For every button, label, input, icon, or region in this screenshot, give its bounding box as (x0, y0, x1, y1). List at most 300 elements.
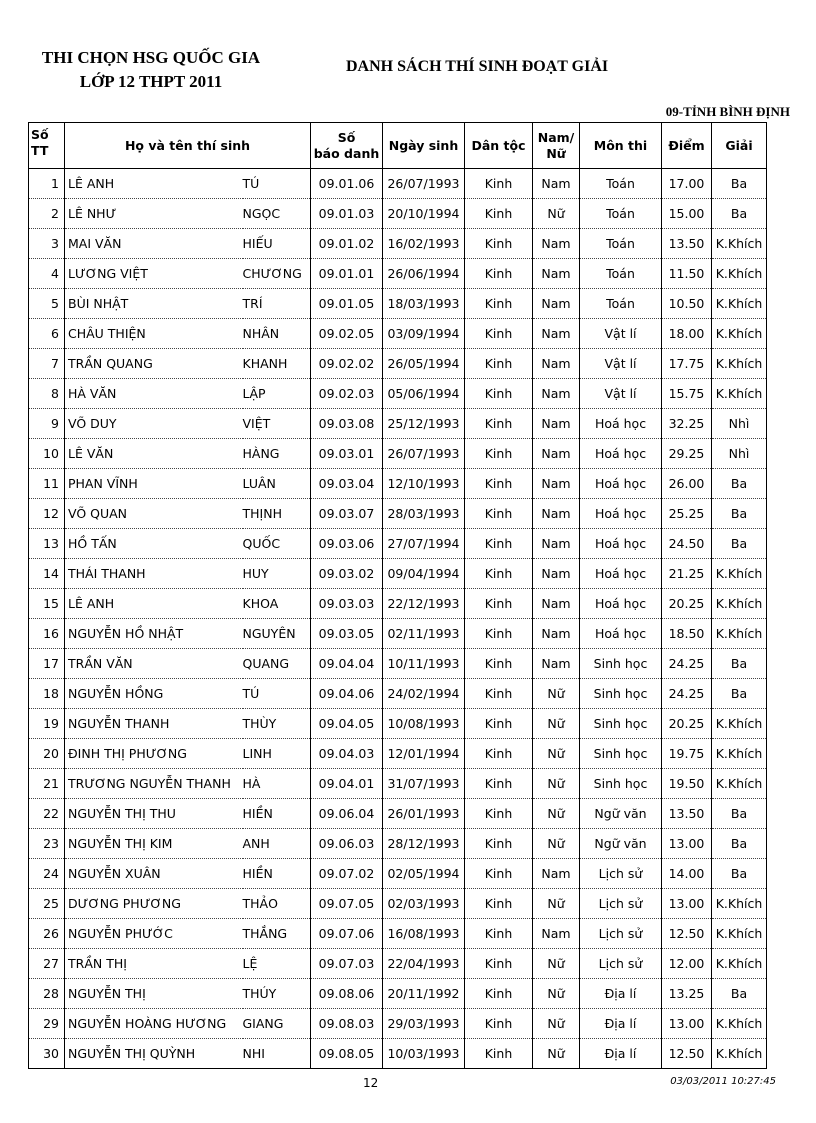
cell-subject: Toán (580, 289, 662, 319)
cell-award: K.Khích (712, 919, 767, 949)
cell-given-name: LẬP (243, 379, 311, 409)
cell-given-name: QUANG (243, 649, 311, 679)
cell-given-name: NGỌC (243, 199, 311, 229)
cell-award: K.Khích (712, 289, 767, 319)
cell-surname: LÊ ANH (65, 169, 243, 199)
cell-ethnic: Kinh (465, 679, 533, 709)
cell-dob: 09/04/1994 (383, 559, 465, 589)
cell-sex: Nam (533, 319, 580, 349)
cell-sex: Nữ (533, 739, 580, 769)
cell-sex: Nam (533, 349, 580, 379)
cell-award: K.Khích (712, 229, 767, 259)
cell-score: 32.25 (662, 409, 712, 439)
cell-ethnic: Kinh (465, 709, 533, 739)
cell-award: K.Khích (712, 709, 767, 739)
cell-stt: 2 (29, 199, 65, 229)
cell-surname: VÕ DUY (65, 409, 243, 439)
cell-award: K.Khích (712, 769, 767, 799)
cell-sbd: 09.03.08 (311, 409, 383, 439)
cell-stt: 17 (29, 649, 65, 679)
cell-surname: VÕ QUAN (65, 499, 243, 529)
cell-given-name: NHI (243, 1039, 311, 1069)
cell-sbd: 09.01.05 (311, 289, 383, 319)
cell-ethnic: Kinh (465, 469, 533, 499)
col-header-subject: Môn thi (580, 123, 662, 169)
cell-given-name: NGUYÊN (243, 619, 311, 649)
table-row (29, 439, 767, 469)
cell-ethnic: Kinh (465, 919, 533, 949)
cell-award: Ba (712, 499, 767, 529)
cell-sex: Nam (533, 379, 580, 409)
cell-ethnic: Kinh (465, 649, 533, 679)
cell-award: Ba (712, 199, 767, 229)
cell-sbd: 09.03.04 (311, 469, 383, 499)
cell-ethnic: Kinh (465, 199, 533, 229)
table-row (29, 349, 767, 379)
cell-sex: Nữ (533, 949, 580, 979)
cell-dob: 16/02/1993 (383, 229, 465, 259)
cell-score: 17.75 (662, 349, 712, 379)
cell-surname: NGUYỄN XUÂN (65, 859, 243, 889)
cell-subject: Lịch sử (580, 889, 662, 919)
cell-stt: 3 (29, 229, 65, 259)
cell-given-name: TÚ (243, 679, 311, 709)
cell-score: 19.75 (662, 739, 712, 769)
cell-award: Ba (712, 859, 767, 889)
table-row (29, 319, 767, 349)
cell-subject: Ngữ văn (580, 829, 662, 859)
cell-ethnic: Kinh (465, 1039, 533, 1069)
table-row (29, 979, 767, 1009)
print-timestamp: 03/03/2011 10:27:45 (670, 1076, 776, 1087)
cell-sex: Nam (533, 559, 580, 589)
cell-sbd: 09.03.05 (311, 619, 383, 649)
cell-sbd: 09.02.02 (311, 349, 383, 379)
cell-dob: 10/03/1993 (383, 1039, 465, 1069)
cell-award: K.Khích (712, 559, 767, 589)
cell-dob: 02/03/1993 (383, 889, 465, 919)
document-title: DANH SÁCH THÍ SINH ĐOẠT GIẢI (346, 58, 609, 75)
cell-ethnic: Kinh (465, 979, 533, 1009)
cell-surname: PHAN VĨNH (65, 469, 243, 499)
cell-ethnic: Kinh (465, 559, 533, 589)
cell-given-name: LỆ (243, 949, 311, 979)
cell-sbd: 09.03.07 (311, 499, 383, 529)
cell-score: 13.00 (662, 889, 712, 919)
cell-ethnic: Kinh (465, 889, 533, 919)
table-row (29, 559, 767, 589)
cell-given-name: TÚ (243, 169, 311, 199)
table-row (29, 679, 767, 709)
cell-ethnic: Kinh (465, 259, 533, 289)
cell-stt: 13 (29, 529, 65, 559)
cell-surname: LÊ NHƯ (65, 199, 243, 229)
table-row (29, 619, 767, 649)
cell-dob: 02/11/1993 (383, 619, 465, 649)
table-row (29, 499, 767, 529)
cell-sex: Nam (533, 529, 580, 559)
cell-score: 24.50 (662, 529, 712, 559)
cell-surname: HÀ VĂN (65, 379, 243, 409)
cell-sex: Nam (533, 619, 580, 649)
cell-surname: MAI VĂN (65, 229, 243, 259)
cell-stt: 30 (29, 1039, 65, 1069)
cell-score: 21.25 (662, 559, 712, 589)
cell-award: K.Khích (712, 379, 767, 409)
cell-ethnic: Kinh (465, 589, 533, 619)
cell-award: Ba (712, 979, 767, 1009)
cell-score: 17.00 (662, 169, 712, 199)
cell-dob: 31/07/1993 (383, 769, 465, 799)
cell-dob: 03/09/1994 (383, 319, 465, 349)
cell-score: 13.00 (662, 1009, 712, 1039)
cell-sbd: 09.06.04 (311, 799, 383, 829)
cell-award: K.Khích (712, 589, 767, 619)
cell-stt: 6 (29, 319, 65, 349)
col-header-ethnic: Dân tộc (465, 123, 533, 169)
cell-award: K.Khích (712, 949, 767, 979)
table-row (29, 739, 767, 769)
cell-dob: 24/02/1994 (383, 679, 465, 709)
cell-sbd: 09.02.05 (311, 319, 383, 349)
province-label: 09-TỈNH BÌNH ĐỊNH (665, 104, 790, 119)
cell-sbd: 09.08.05 (311, 1039, 383, 1069)
cell-subject: Toán (580, 169, 662, 199)
table-row (29, 859, 767, 889)
cell-subject: Lịch sử (580, 919, 662, 949)
cell-surname: TRẦN VĂN (65, 649, 243, 679)
cell-surname: NGUYỄN THANH (65, 709, 243, 739)
table-header-row (29, 123, 767, 169)
cell-given-name: HIẾU (243, 229, 311, 259)
cell-score: 24.25 (662, 649, 712, 679)
cell-surname: TRẦN THỊ (65, 949, 243, 979)
cell-surname: NGUYỄN THỊ (65, 979, 243, 1009)
cell-award: K.Khích (712, 1009, 767, 1039)
cell-award: Ba (712, 679, 767, 709)
cell-given-name: HÀNG (243, 439, 311, 469)
col-header-sbd-line2: báo danh (313, 145, 380, 161)
cell-sbd: 09.04.05 (311, 709, 383, 739)
cell-dob: 22/12/1993 (383, 589, 465, 619)
table-row (29, 649, 767, 679)
cell-score: 20.25 (662, 589, 712, 619)
cell-sex: Nam (533, 499, 580, 529)
cell-dob: 18/03/1993 (383, 289, 465, 319)
cell-award: K.Khích (712, 319, 767, 349)
cell-stt: 11 (29, 469, 65, 499)
cell-sbd: 09.04.01 (311, 769, 383, 799)
cell-given-name: THÙY (243, 709, 311, 739)
cell-stt: 25 (29, 889, 65, 919)
cell-score: 14.00 (662, 859, 712, 889)
cell-score: 29.25 (662, 439, 712, 469)
cell-subject: Sinh học (580, 769, 662, 799)
cell-subject: Hoá học (580, 499, 662, 529)
cell-sbd: 09.02.03 (311, 379, 383, 409)
cell-stt: 23 (29, 829, 65, 859)
cell-score: 11.50 (662, 259, 712, 289)
cell-given-name: LUÂN (243, 469, 311, 499)
cell-surname: NGUYỄN THỊ KIM (65, 829, 243, 859)
cell-subject: Sinh học (580, 709, 662, 739)
col-header-name: Họ và tên thí sinh (65, 123, 311, 169)
cell-score: 12.00 (662, 949, 712, 979)
cell-given-name: THẮNG (243, 919, 311, 949)
col-header-sex-line2: Nữ (546, 145, 566, 161)
cell-ethnic: Kinh (465, 949, 533, 979)
table-row (29, 1039, 767, 1069)
cell-award: Ba (712, 529, 767, 559)
cell-ethnic: Kinh (465, 379, 533, 409)
cell-ethnic: Kinh (465, 859, 533, 889)
cell-sbd: 09.08.06 (311, 979, 383, 1009)
table-row (29, 259, 767, 289)
cell-award: K.Khích (712, 259, 767, 289)
cell-stt: 29 (29, 1009, 65, 1039)
cell-sex: Nữ (533, 679, 580, 709)
cell-stt: 28 (29, 979, 65, 1009)
cell-subject: Ngữ văn (580, 799, 662, 829)
cell-sbd: 09.07.02 (311, 859, 383, 889)
cell-score: 15.75 (662, 379, 712, 409)
cell-surname: LÊ ANH (65, 589, 243, 619)
cell-dob: 20/11/1992 (383, 979, 465, 1009)
cell-given-name: CHƯƠNG (243, 259, 311, 289)
cell-sex: Nam (533, 649, 580, 679)
cell-given-name: ANH (243, 829, 311, 859)
cell-dob: 10/11/1993 (383, 649, 465, 679)
cell-subject: Lịch sử (580, 949, 662, 979)
cell-sex: Nữ (533, 979, 580, 1009)
cell-score: 12.50 (662, 1039, 712, 1069)
table-row (29, 949, 767, 979)
cell-score: 15.00 (662, 199, 712, 229)
cell-score: 25.25 (662, 499, 712, 529)
cell-sex: Nam (533, 259, 580, 289)
cell-ethnic: Kinh (465, 619, 533, 649)
cell-dob: 28/03/1993 (383, 499, 465, 529)
cell-sex: Nữ (533, 769, 580, 799)
cell-score: 26.00 (662, 469, 712, 499)
cell-sbd: 09.04.04 (311, 649, 383, 679)
table-row (29, 469, 767, 499)
cell-ethnic: Kinh (465, 769, 533, 799)
cell-award: Nhì (712, 409, 767, 439)
cell-stt: 15 (29, 589, 65, 619)
cell-subject: Hoá học (580, 439, 662, 469)
cell-dob: 16/08/1993 (383, 919, 465, 949)
cell-score: 18.00 (662, 319, 712, 349)
cell-dob: 26/06/1994 (383, 259, 465, 289)
cell-subject: Hoá học (580, 469, 662, 499)
cell-given-name: THẢO (243, 889, 311, 919)
cell-score: 13.50 (662, 799, 712, 829)
cell-surname: NGUYỄN PHƯỚC (65, 919, 243, 949)
cell-stt: 7 (29, 349, 65, 379)
cell-sbd: 09.04.03 (311, 739, 383, 769)
cell-given-name: VIỆT (243, 409, 311, 439)
cell-score: 20.25 (662, 709, 712, 739)
cell-award: K.Khích (712, 349, 767, 379)
cell-stt: 20 (29, 739, 65, 769)
cell-surname: TRẦN QUANG (65, 349, 243, 379)
cell-subject: Sinh học (580, 679, 662, 709)
cell-sbd: 09.03.02 (311, 559, 383, 589)
col-header-stt: Số TT (29, 123, 65, 169)
cell-score: 10.50 (662, 289, 712, 319)
table-row (29, 229, 767, 259)
cell-surname: DƯƠNG PHƯƠNG (65, 889, 243, 919)
cell-given-name: NHÂN (243, 319, 311, 349)
table-row (29, 919, 767, 949)
cell-stt: 8 (29, 379, 65, 409)
cell-stt: 27 (29, 949, 65, 979)
cell-given-name: HÀ (243, 769, 311, 799)
cell-dob: 02/05/1994 (383, 859, 465, 889)
cell-ethnic: Kinh (465, 409, 533, 439)
cell-subject: Vật lí (580, 379, 662, 409)
cell-stt: 18 (29, 679, 65, 709)
cell-ethnic: Kinh (465, 499, 533, 529)
cell-given-name: KHOA (243, 589, 311, 619)
cell-stt: 19 (29, 709, 65, 739)
cell-sbd: 09.07.06 (311, 919, 383, 949)
cell-surname: NGUYỄN THỊ QUỲNH (65, 1039, 243, 1069)
cell-stt: 5 (29, 289, 65, 319)
cell-score: 12.50 (662, 919, 712, 949)
cell-stt: 9 (29, 409, 65, 439)
cell-ethnic: Kinh (465, 529, 533, 559)
cell-ethnic: Kinh (465, 229, 533, 259)
cell-ethnic: Kinh (465, 169, 533, 199)
cell-stt: 21 (29, 769, 65, 799)
cell-sbd: 09.01.03 (311, 199, 383, 229)
exam-title-line2: LỚP 12 THPT 2011 (79, 72, 223, 91)
cell-surname: NGUYỄN HỒNG (65, 679, 243, 709)
cell-stt: 14 (29, 559, 65, 589)
cell-sex: Nam (533, 409, 580, 439)
table-row (29, 829, 767, 859)
cell-subject: Vật lí (580, 349, 662, 379)
cell-award: K.Khích (712, 889, 767, 919)
cell-award: Ba (712, 649, 767, 679)
cell-stt: 1 (29, 169, 65, 199)
table-row (29, 769, 767, 799)
cell-sex: Nữ (533, 889, 580, 919)
cell-stt: 26 (29, 919, 65, 949)
cell-score: 18.50 (662, 619, 712, 649)
cell-award: Ba (712, 169, 767, 199)
cell-dob: 12/01/1994 (383, 739, 465, 769)
cell-sex: Nam (533, 169, 580, 199)
cell-sbd: 09.03.06 (311, 529, 383, 559)
cell-subject: Địa lí (580, 1009, 662, 1039)
col-header-sbd (311, 123, 383, 169)
cell-given-name: HIỀN (243, 799, 311, 829)
cell-given-name: LINH (243, 739, 311, 769)
cell-sex: Nam (533, 229, 580, 259)
cell-dob: 26/05/1994 (383, 349, 465, 379)
cell-score: 19.50 (662, 769, 712, 799)
cell-ethnic: Kinh (465, 829, 533, 859)
cell-sex: Nam (533, 859, 580, 889)
cell-given-name: GIANG (243, 1009, 311, 1039)
cell-subject: Vật lí (580, 319, 662, 349)
cell-sex: Nữ (533, 1039, 580, 1069)
cell-subject: Địa lí (580, 1039, 662, 1069)
table-row (29, 529, 767, 559)
cell-stt: 16 (29, 619, 65, 649)
cell-subject: Toán (580, 259, 662, 289)
cell-subject: Hoá học (580, 619, 662, 649)
table-row (29, 289, 767, 319)
table-row (29, 199, 767, 229)
cell-sex: Nam (533, 289, 580, 319)
cell-subject: Sinh học (580, 649, 662, 679)
cell-stt: 10 (29, 439, 65, 469)
cell-score: 13.00 (662, 829, 712, 859)
cell-given-name: HIỀN (243, 859, 311, 889)
cell-stt: 12 (29, 499, 65, 529)
cell-surname: BÙI NHẬT (65, 289, 243, 319)
cell-sbd: 09.07.03 (311, 949, 383, 979)
cell-surname: NGUYỄN THỊ THU (65, 799, 243, 829)
cell-sbd: 09.01.01 (311, 259, 383, 289)
col-header-dob: Ngày sinh (383, 123, 465, 169)
cell-surname: LƯƠNG VIỆT (65, 259, 243, 289)
cell-award: Ba (712, 829, 767, 859)
cell-subject: Hoá học (580, 529, 662, 559)
cell-surname: NGUYỄN HỒ NHẬT (65, 619, 243, 649)
cell-given-name: HUY (243, 559, 311, 589)
exam-title (26, 46, 276, 94)
cell-award: Ba (712, 799, 767, 829)
cell-given-name: TRÍ (243, 289, 311, 319)
cell-ethnic: Kinh (465, 349, 533, 379)
cell-sex: Nữ (533, 799, 580, 829)
cell-dob: 12/10/1993 (383, 469, 465, 499)
cell-subject: Hoá học (580, 589, 662, 619)
cell-subject: Toán (580, 199, 662, 229)
cell-dob: 22/04/1993 (383, 949, 465, 979)
cell-sex: Nữ (533, 829, 580, 859)
cell-given-name: QUỐC (243, 529, 311, 559)
cell-award: Ba (712, 469, 767, 499)
cell-dob: 26/07/1993 (383, 169, 465, 199)
table-row (29, 379, 767, 409)
cell-given-name: THỊNH (243, 499, 311, 529)
cell-sex: Nam (533, 439, 580, 469)
cell-award: K.Khích (712, 619, 767, 649)
cell-sbd: 09.03.03 (311, 589, 383, 619)
cell-subject: Hoá học (580, 409, 662, 439)
table-row (29, 409, 767, 439)
cell-sex: Nam (533, 469, 580, 499)
cell-award: K.Khích (712, 739, 767, 769)
cell-surname: TRƯƠNG NGUYỄN THANH (65, 769, 243, 799)
cell-subject: Toán (580, 229, 662, 259)
cell-subject: Sinh học (580, 739, 662, 769)
cell-ethnic: Kinh (465, 289, 533, 319)
cell-surname: ĐINH THỊ PHƯƠNG (65, 739, 243, 769)
cell-score: 13.25 (662, 979, 712, 1009)
cell-dob: 26/07/1993 (383, 439, 465, 469)
col-header-score: Điểm (662, 123, 712, 169)
cell-sex: Nữ (533, 199, 580, 229)
cell-sbd: 09.07.05 (311, 889, 383, 919)
table-row (29, 799, 767, 829)
